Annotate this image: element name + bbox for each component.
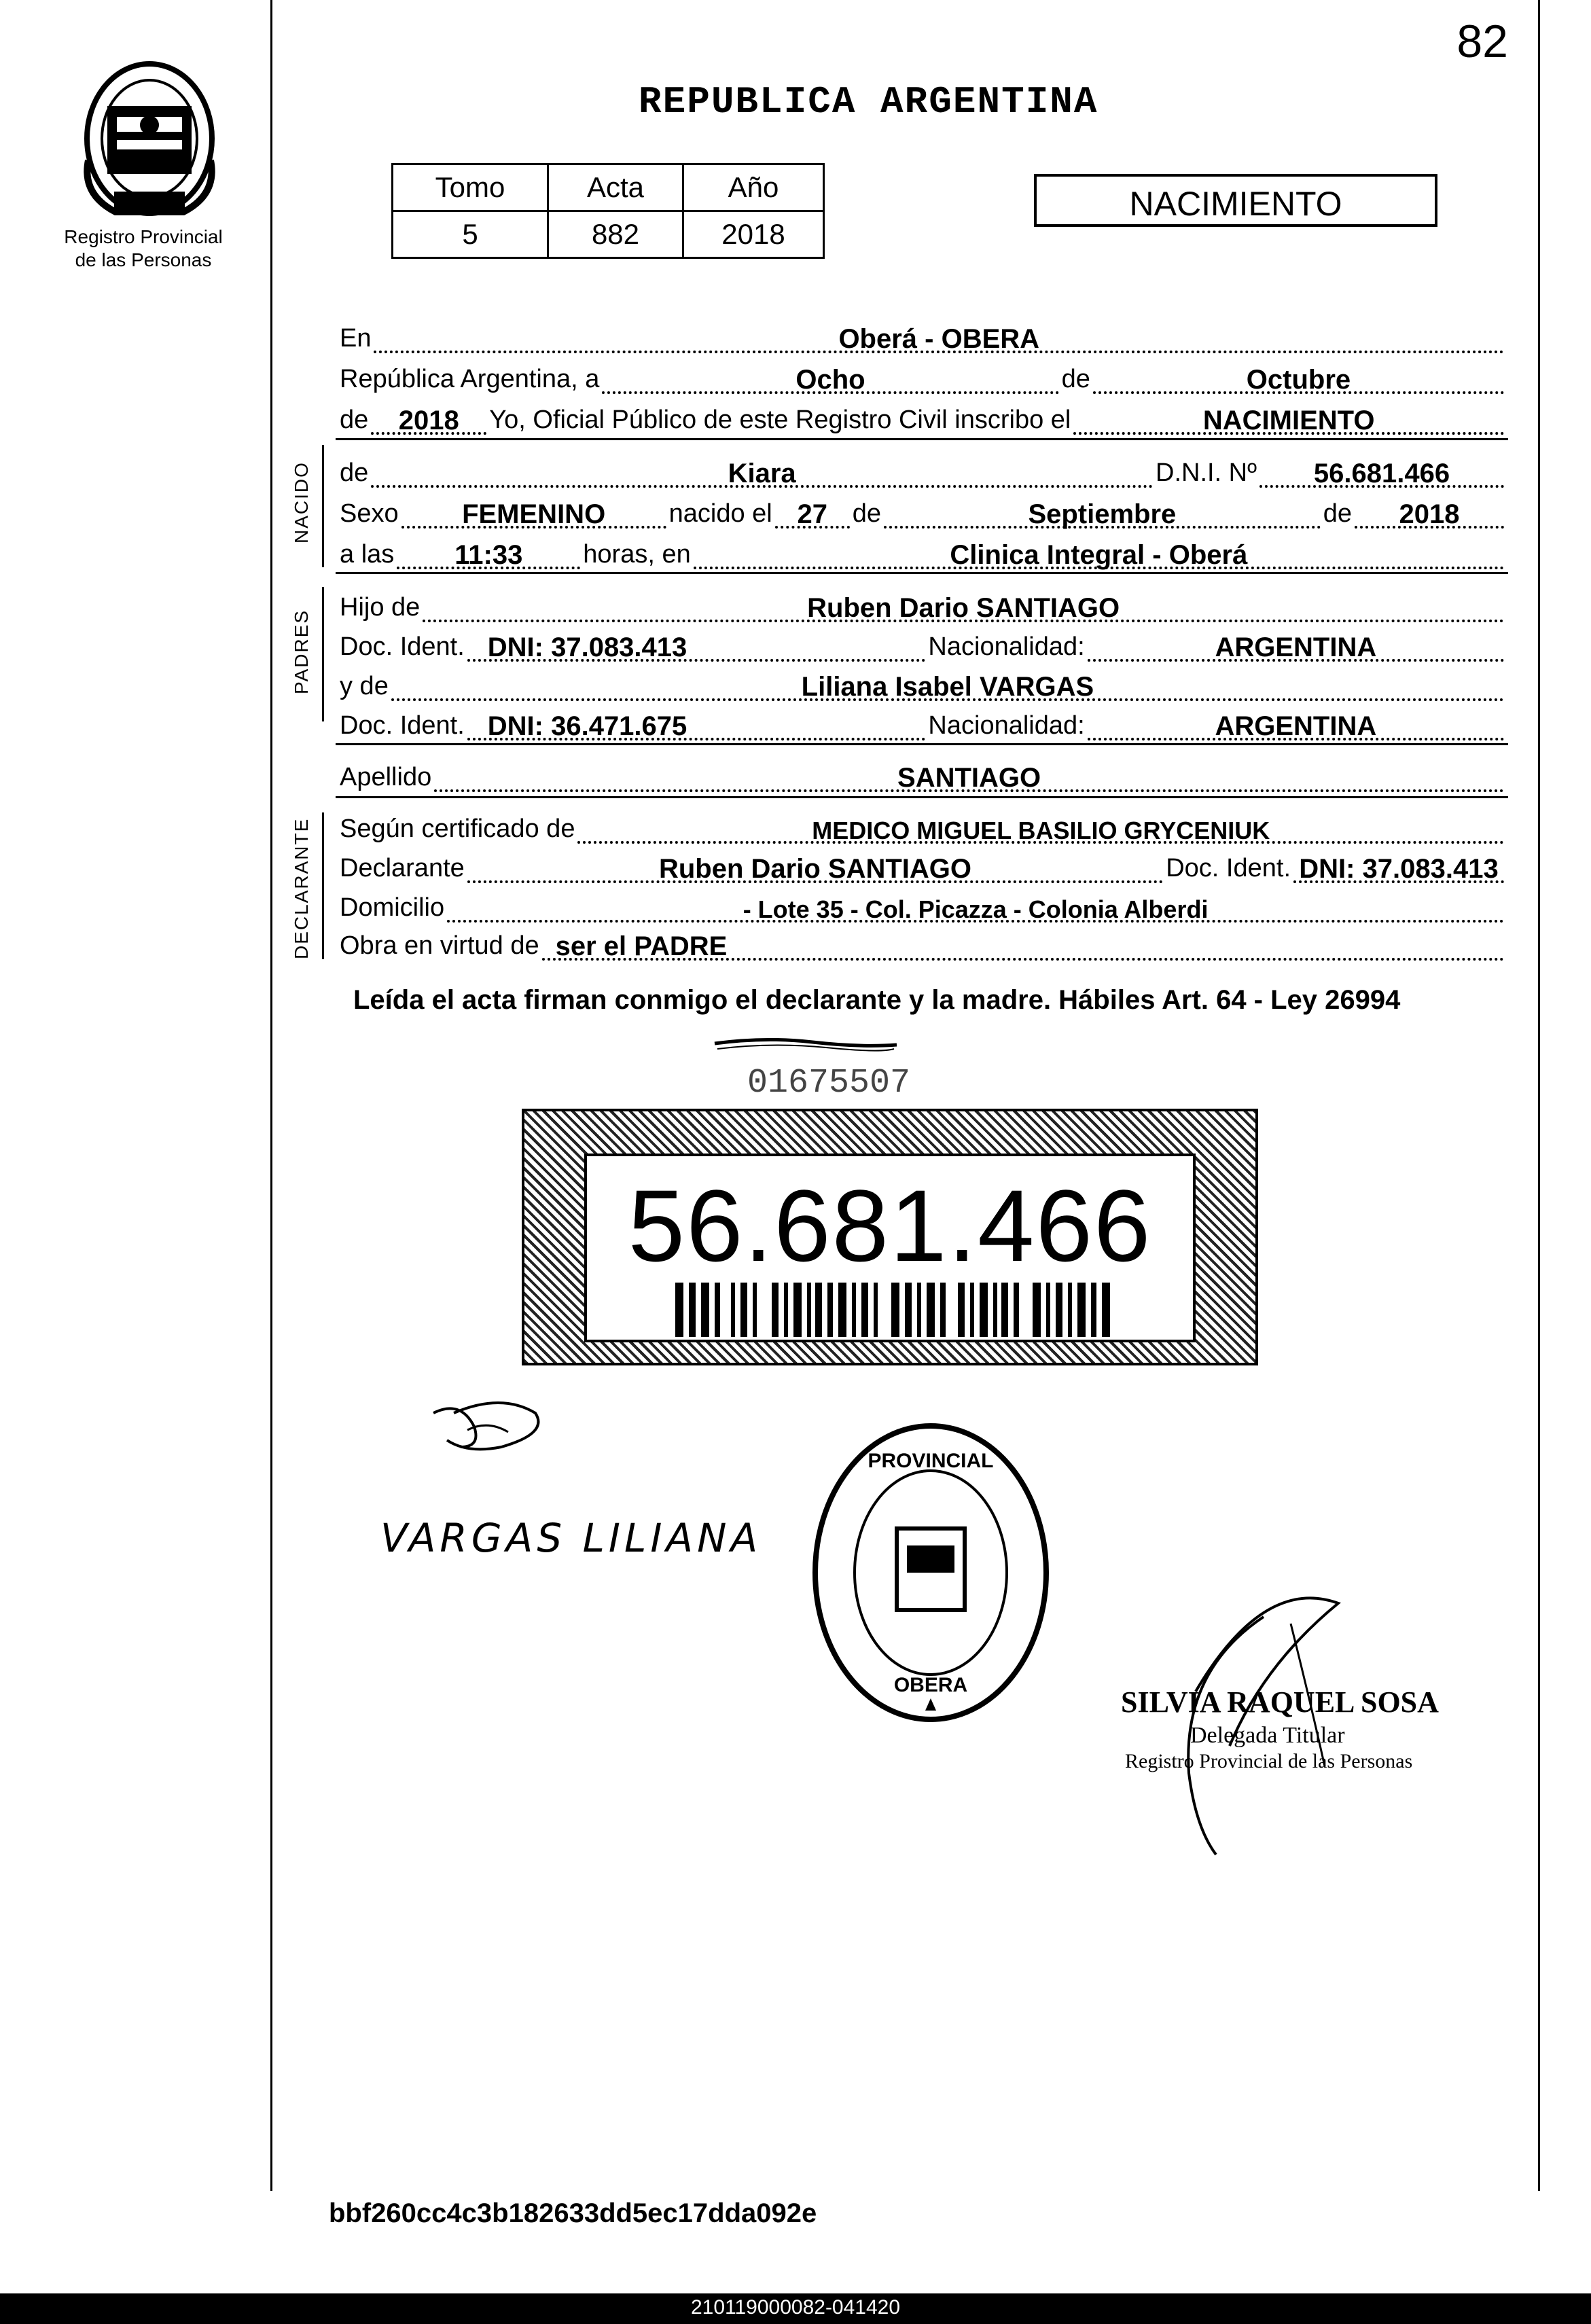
table-header-ano: Año xyxy=(683,164,824,211)
row-nacido-sexo: Sexo FEMENINO nacido el 27 de Septiembre de 2018 xyxy=(340,495,1507,529)
surname-value: SANTIAGO xyxy=(897,763,1041,793)
row-republica: República Argentina, a Ocho de Octubre xyxy=(340,360,1507,394)
birth-year-value: 2018 xyxy=(1399,499,1460,529)
row-father: Hijo de Ruben Dario SANTIAGO xyxy=(340,588,1507,622)
record-type-box: NACIMIENTO xyxy=(1034,174,1437,227)
row-father-doc: Doc. Ident. DNI: 37.083.413 Nacionalidad: ARGENTINA xyxy=(340,628,1507,662)
father-nationality-value: ARGENTINA xyxy=(1215,632,1377,662)
dni-label-card xyxy=(522,1109,1258,1365)
row-en: En Oberá - OBERA xyxy=(340,319,1507,353)
registry-caption: Registro Provincial de las Personas xyxy=(64,226,223,270)
month-value: Octubre xyxy=(1246,365,1351,395)
table-value-tomo: 5 xyxy=(393,211,548,258)
right-margin-line xyxy=(1538,0,1540,2191)
birth-place-value: Clinica Integral - Oberá xyxy=(950,540,1248,570)
capacity-value: ser el PADRE xyxy=(555,931,728,961)
table-value-acta: 882 xyxy=(548,211,683,258)
registry-seal-icon xyxy=(808,1420,1053,1726)
row-year: de 2018 Yo, Oficial Público de este Registro Civil inscribo el NACIMIENTO xyxy=(340,401,1507,435)
father-doc-value: DNI: 37.083.413 xyxy=(487,632,687,662)
declarant-doc-value: DNI: 37.083.413 xyxy=(1299,854,1499,884)
row-declarante: Declarante Ruben Dario SANTIAGO Doc. Ident. DNI: 37.083.413 xyxy=(340,849,1507,883)
act-value: NACIMIENTO xyxy=(1202,406,1375,435)
closing-text: Leída el acta firman conmigo el declarante y la madre. Hábiles Art. 64 - Ley 26994 xyxy=(353,985,1401,1015)
sex-value: FEMENINO xyxy=(462,499,606,529)
table-value-ano: 2018 xyxy=(683,211,824,258)
footer-id: 210119000082-041420 xyxy=(690,2296,901,2319)
row-certificado: Según certificado de MEDICO MIGUEL BASILIO GRYCENIUK xyxy=(340,810,1507,844)
misiones-emblem-icon xyxy=(75,58,224,219)
row-mother-doc: Doc. Ident. DNI: 36.471.675 Nacionalidad: ARGENTINA xyxy=(340,707,1507,740)
day-value: Ocho xyxy=(796,365,865,395)
table-header-acta: Acta xyxy=(548,164,683,211)
footer-bar xyxy=(0,2293,1591,2324)
dni-label-number: 56.681.466 xyxy=(628,1168,1152,1283)
serial-number: 01675507 xyxy=(747,1064,911,1103)
table-header-tomo: Tomo xyxy=(393,164,548,211)
mother-doc-value: DNI: 36.471.675 xyxy=(487,711,687,741)
row-nacido-name: de Kiara D.N.I. Nº 56.681.466 xyxy=(340,454,1507,488)
row-domicilio: Domicilio - Lote 35 - Col. Picazza - Colonia Alberdi xyxy=(340,889,1507,923)
document-hash: bbf260cc4c3b182633dd5ec17dda092e xyxy=(329,2198,817,2228)
record-table xyxy=(391,163,825,259)
mother-name-value: Liliana Isabel VARGAS xyxy=(801,672,1094,702)
row-nacido-hora: a las 11:33 horas, en Clinica Integral - Oberá xyxy=(340,535,1507,569)
svg-text:OBERA: OBERA xyxy=(893,1674,968,1696)
row-obra: Obra en virtud de ser el PADRE xyxy=(340,927,1507,961)
address-value: - Lote 35 - Col. Picazza - Colonia Alberdi xyxy=(743,895,1209,923)
section-label-padres: PADRES xyxy=(291,609,312,694)
signatory-name: SILVIA RAQUEL SOSA xyxy=(1121,1685,1439,1719)
left-margin-line xyxy=(270,0,272,2191)
place-value: Oberá - OBERA xyxy=(838,324,1040,354)
handwritten-mother-name: VARGAS LILIANA xyxy=(380,1515,762,1561)
signatory-org: Registro Provincial de las Personas xyxy=(1125,1750,1413,1772)
page-number: 82 xyxy=(1456,16,1508,67)
declarant-value: Ruben Dario SANTIAGO xyxy=(658,854,972,884)
child-name-value: Kiara xyxy=(728,459,796,488)
birth-time-value: 11:33 xyxy=(454,540,523,570)
barcode-icon xyxy=(675,1283,1110,1337)
row-apellido: Apellido SANTIAGO xyxy=(340,758,1507,792)
birth-month-value: Septiembre xyxy=(1028,499,1177,529)
country-title: REPUBLICA ARGENTINA xyxy=(639,80,1098,124)
svg-text:PROVINCIAL: PROVINCIAL xyxy=(868,1450,994,1472)
declarant-signature-icon xyxy=(420,1393,549,1461)
mother-nationality-value: ARGENTINA xyxy=(1215,711,1377,741)
section-label-declarante: DECLARANTE xyxy=(291,817,312,959)
certificate-value: MEDICO MIGUEL BASILIO GRYCENIUK xyxy=(812,817,1270,844)
row-mother: y de Liliana Isabel VARGAS xyxy=(340,667,1507,701)
father-name-value: Ruben Dario SANTIAGO xyxy=(807,593,1120,623)
signatory-role: Delegada Titular xyxy=(1190,1723,1345,1748)
strike-mark-icon xyxy=(711,1034,901,1054)
child-dni-value: 56.681.466 xyxy=(1313,459,1450,488)
section-label-nacido: NACIDO xyxy=(291,461,312,543)
year-value: 2018 xyxy=(398,406,459,435)
birth-day-value: 27 xyxy=(797,499,827,529)
